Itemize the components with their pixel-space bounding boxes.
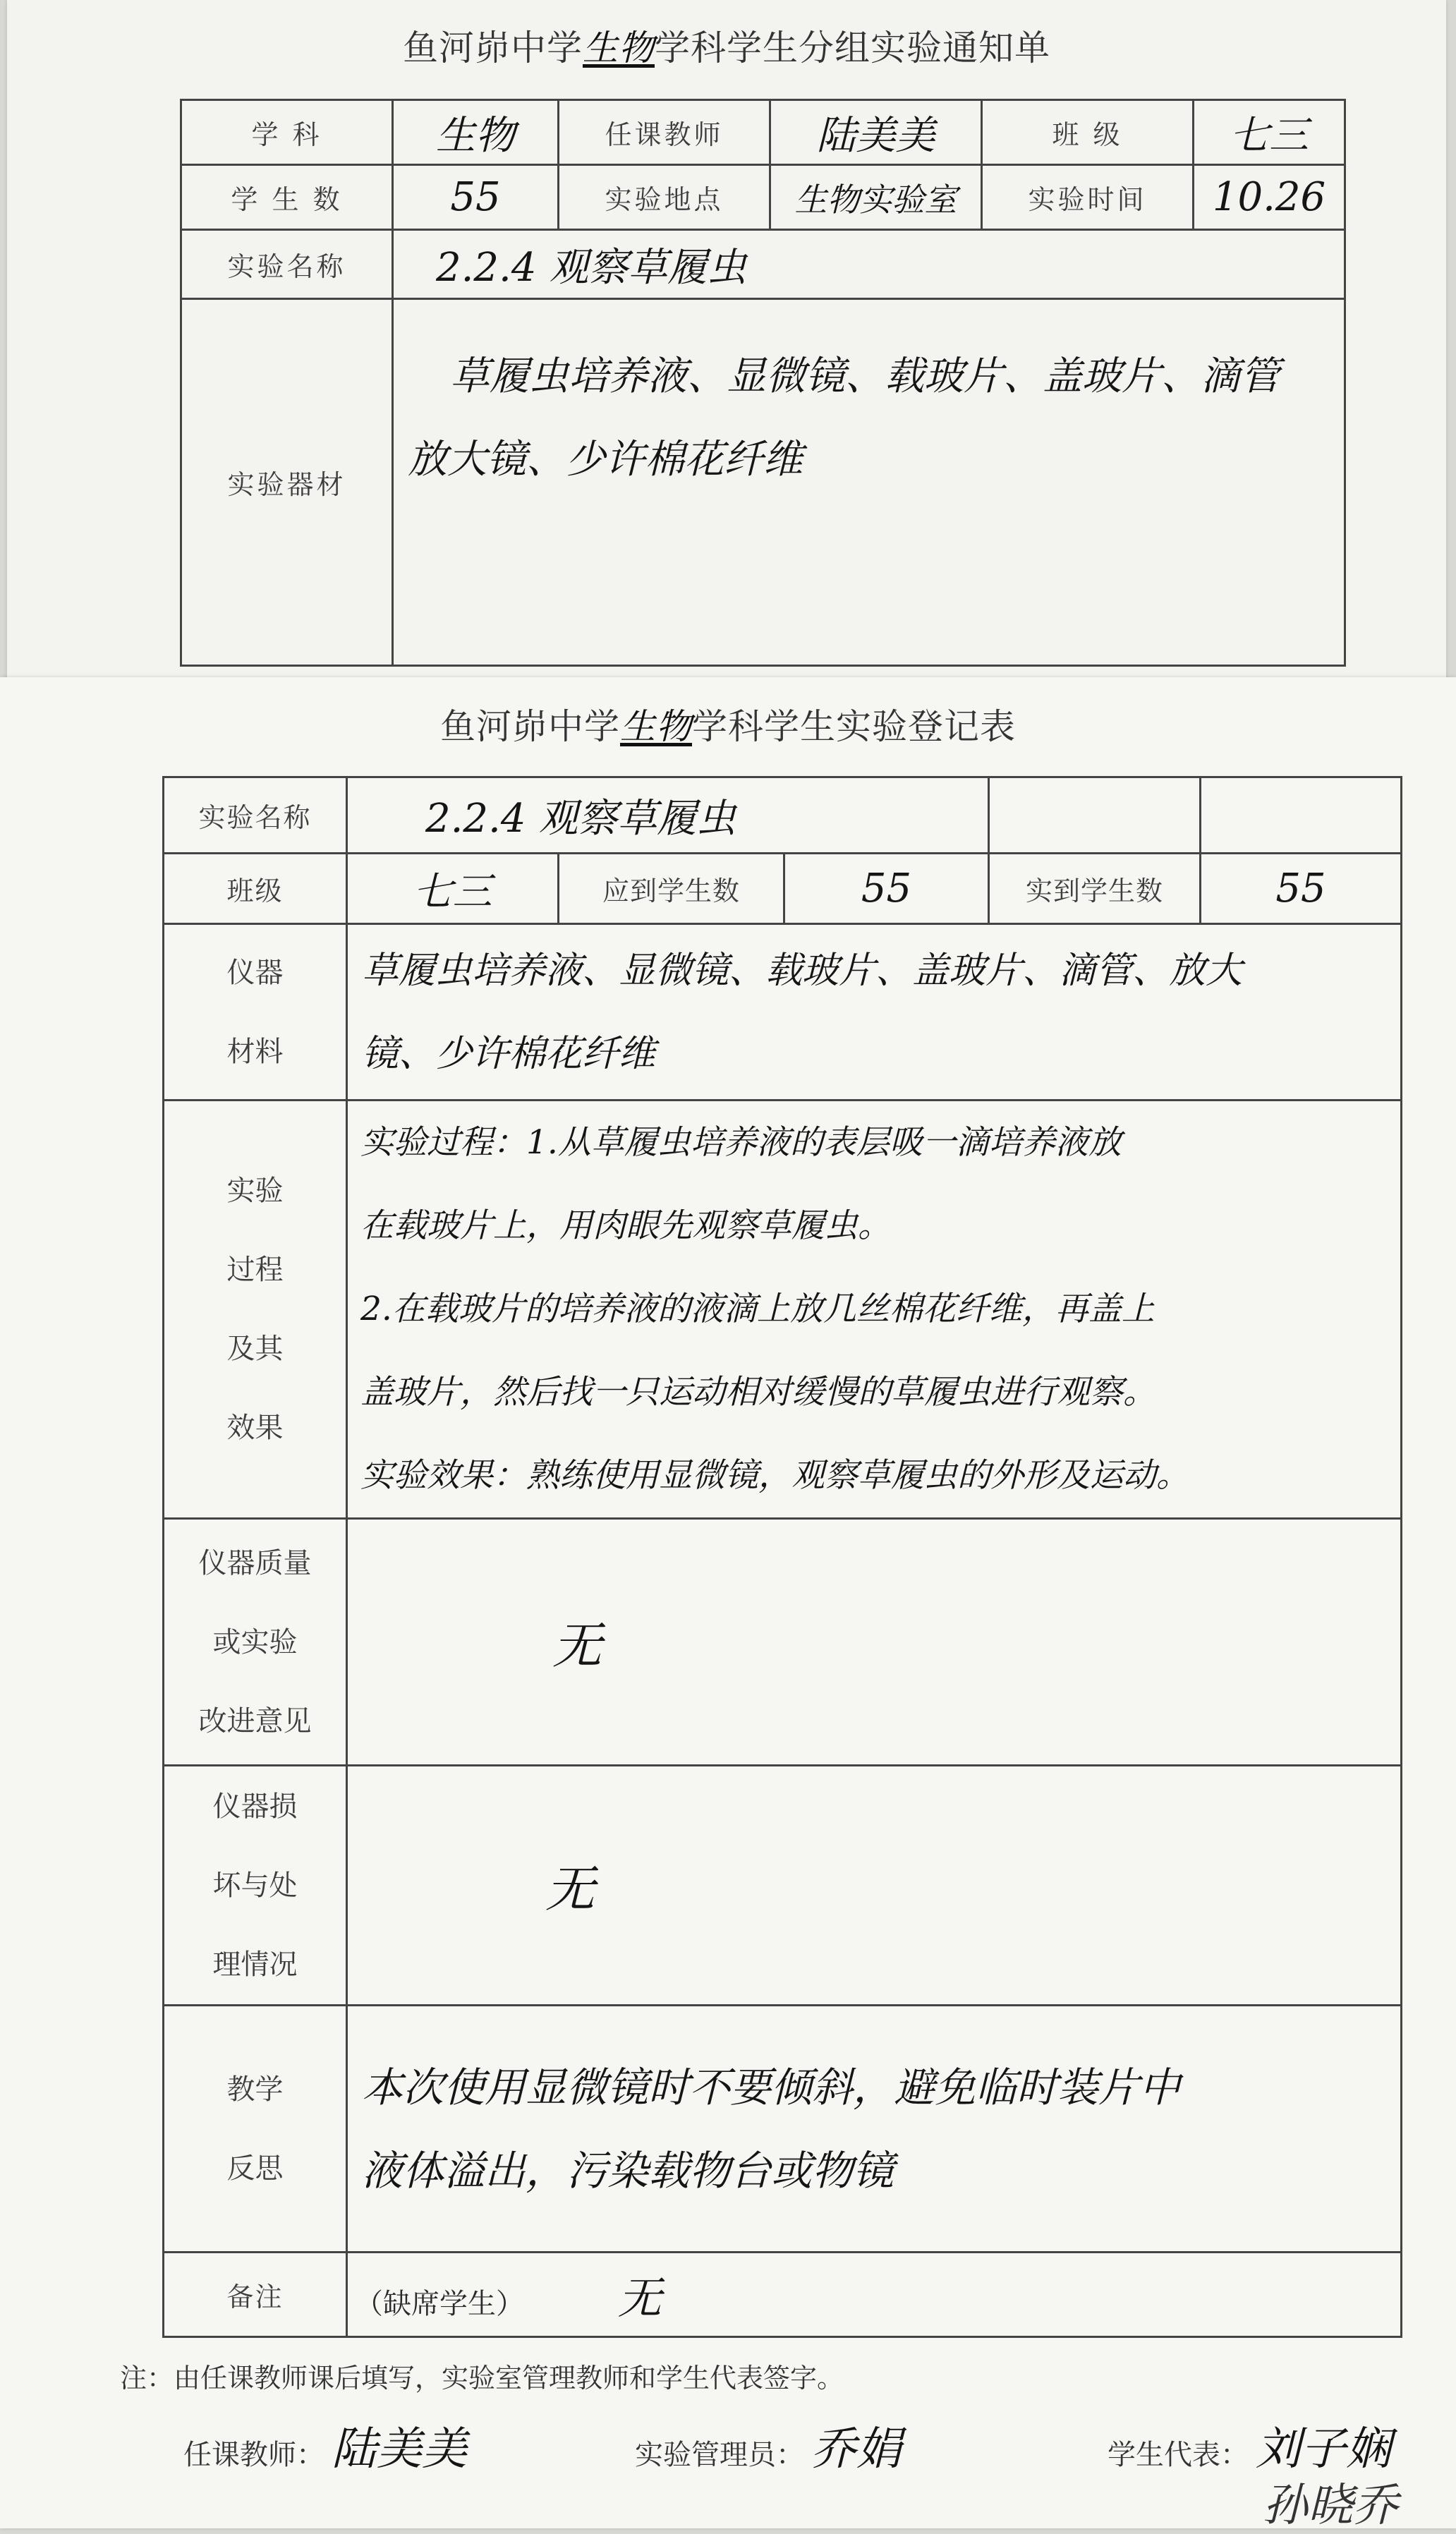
process-label-line: 实验 [226,1175,284,1207]
rep-sign-1: 刘子娴 [1256,2423,1391,2475]
expected-label: 应到学生数 [559,854,784,924]
quality-label-line: 仪器质量 [198,1546,312,1580]
materials-label-line: 材料 [226,1035,284,1068]
register-empty-cell [1201,777,1402,854]
location-label: 实验地点 [559,165,770,230]
register-empty-cell [989,777,1201,854]
process-line: 实验效果：熟练使用显微镜，观察草履虫的外形及运动。 [360,1456,1189,1495]
students-value: 55 [393,165,559,230]
notice-name-value: 2.2.4 观察草履虫 [393,230,1345,299]
teacher-sign-label: 任课教师： [183,2439,324,2471]
register-sheet [0,677,1456,2528]
quality-label [164,1519,347,1766]
notice-sheet [7,0,1446,698]
rep-sign-label: 学生代表： [1108,2439,1249,2471]
notice-title-suffix: 学科学生分组实验通知单 [655,28,1050,68]
time-label: 实验时间 [982,165,1194,230]
reflection-label-line: 反思 [226,2152,284,2185]
register-title [0,698,1456,749]
quality-label-line: 改进意见 [198,1704,312,1738]
reflection-value [347,2006,1402,2253]
quality-value: 无 [347,1519,1402,1766]
notice-title-subject: 生物 [583,28,655,68]
subject-value: 生物 [393,100,559,165]
equipment-line: 放大镜、少许棉花纤维 [408,437,803,483]
materials-value [347,924,1402,1101]
quality-label-line: 或实验 [212,1625,298,1659]
register-title-prefix: 鱼河峁中学 [440,706,620,747]
expected-value: 55 [784,854,989,924]
damage-label-line: 仪器损 [212,1790,298,1823]
process-line: 2.在载玻片的培养液的液滴上放几丝棉花纤维，再盖上 [360,1290,1155,1328]
register-table [162,776,1402,2338]
remark-label: 备注 [164,2253,347,2337]
reflection-line: 液体溢出，污染载物台或物镜 [362,2146,894,2195]
teacher-sign: 陆美美 [332,2423,467,2475]
process-label-line: 效果 [226,1412,284,1444]
notice-name-label: 实验名称 [181,230,393,299]
damage-label [164,1766,347,2006]
remark-hint: （缺席学生） [355,2288,524,2320]
process-line: 实验过程：1.从草履虫培养液的表层吸一滴培养液放 [360,1123,1122,1162]
teacher-value: 陆美美 [770,100,982,165]
rep-sign-2: 孙晓乔 [1263,2480,1398,2532]
notice-title-prefix: 鱼河峁中学 [403,28,583,68]
equipment-label: 实验器材 [181,299,393,666]
equipment-value [393,299,1345,666]
register-title-subject: 生物 [620,706,692,747]
process-value [347,1101,1402,1519]
notice-title [7,20,1446,71]
materials-line: 镜、少许棉花纤维 [362,1032,656,1075]
footer-note: 注：由任课教师课后填写，实验室管理教师和学生代表签字。 [120,2363,844,2394]
admin-sign-label: 实验管理员： [635,2439,804,2471]
reflection-label-line: 教学 [226,2073,284,2106]
register-name-value: 2.2.4 观察草履虫 [347,777,989,854]
teacher-label: 任课教师 [559,100,770,165]
time-value: 10.26 [1194,165,1345,230]
register-class-value: 七三 [347,854,559,924]
materials-label [164,924,347,1101]
process-label [164,1101,347,1519]
equipment-line: 草履虫培养液、显微镜、载玻片、盖玻片、滴管 [450,353,1280,399]
students-label: 学 生 数 [181,165,393,230]
register-name-label: 实验名称 [164,777,347,854]
actual-value: 55 [1201,854,1402,924]
admin-sign: 乔娟 [811,2423,902,2475]
process-label-line: 过程 [226,1254,284,1286]
materials-label-line: 仪器 [226,956,284,989]
process-label-line: 及其 [226,1333,284,1365]
admin-signature [635,2413,902,2478]
materials-line: 草履虫培养液、显微镜、载玻片、盖玻片、滴管、放大 [362,949,1243,992]
damage-label-line: 坏与处 [212,1869,298,1902]
remark-value: 无 [617,2272,662,2324]
reflection-label [164,2006,347,2253]
student-rep-signature [1108,2413,1391,2478]
damage-label-line: 理情况 [212,1948,298,1981]
teacher-signature [183,2413,467,2478]
register-class-label: 班级 [164,854,347,924]
class-label: 班 级 [982,100,1194,165]
register-title-suffix: 学科学生实验登记表 [692,706,1016,747]
process-line: 盖玻片，然后找一只运动相对缓慢的草履虫进行观察。 [360,1373,1156,1412]
damage-value: 无 [347,1766,1402,2006]
class-value: 七三 [1194,100,1345,165]
subject-label: 学 科 [181,100,393,165]
remark-value-cell [347,2253,1402,2337]
notice-table [180,99,1346,667]
actual-label: 实到学生数 [989,854,1201,924]
reflection-line: 本次使用显微镜时不要倾斜，避免临时装片中 [362,2063,1181,2111]
location-value: 生物实验室 [770,165,982,230]
process-line: 在载玻片上，用肉眼先观察草履虫。 [360,1206,891,1245]
